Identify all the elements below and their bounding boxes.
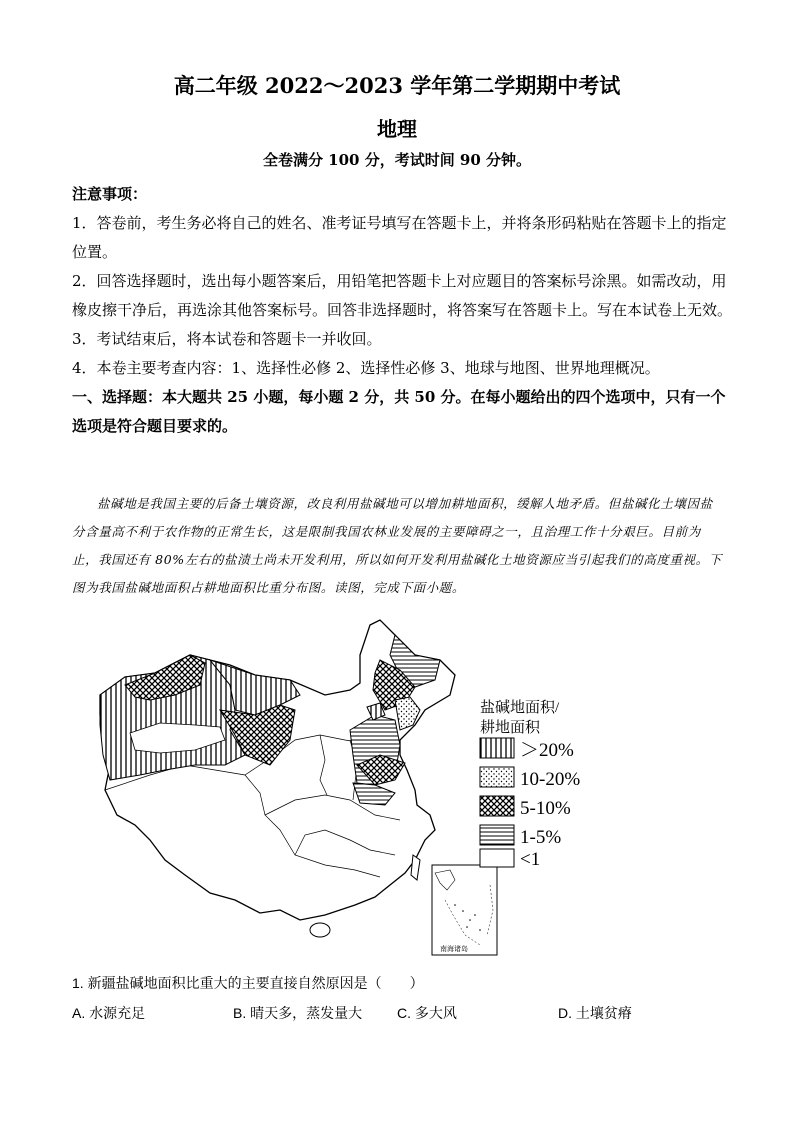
- exam-title: 高二年级 2022～2023 学年第二学期期中考试: [173, 73, 621, 98]
- question-1-stem: 1. 新疆盐碱地面积比重大的主要直接自然原因是（ ）: [72, 975, 424, 991]
- inset-label: 南海诸岛: [440, 945, 468, 953]
- legend-label-gt20: ＞20%: [520, 740, 574, 761]
- legend-swatch-10-20: [480, 767, 514, 787]
- legend-label-1-5: 1-5%: [520, 827, 562, 848]
- legend-swatch-1-5: [480, 825, 514, 845]
- subject-title: 地理: [377, 117, 417, 141]
- legend: [480, 698, 580, 870]
- legend-label-10-20: 10-20%: [520, 769, 581, 790]
- notice-item-4: 4．本卷主要考查内容：1、选择性必修 2、选择性必修 3、地球与地图、世界地理概况。: [72, 359, 660, 377]
- option-b[interactable]: B. 晴天多，蒸发量大: [233, 1005, 363, 1021]
- legend-swatch-gt20: [480, 738, 514, 758]
- option-d[interactable]: D. 土壤贫瘠: [558, 1005, 632, 1021]
- legend-swatch-5-10: [480, 796, 514, 816]
- notice-heading: 注意事项：: [72, 185, 148, 203]
- section-heading: 一、选择题：本大题共 25 小题，每小题 2 分，共 50 分。在每小题给出的四个选项中，只有一个选项是符合题目要求的。: [72, 388, 726, 435]
- notice-block: [72, 180, 732, 441]
- saline-land-map: [95, 615, 635, 960]
- hainan: [310, 923, 330, 937]
- option-a[interactable]: A. 水源充足: [72, 1005, 146, 1021]
- reading-passage: [72, 490, 722, 602]
- legend-title-1: 盐碱地面积/: [480, 700, 560, 716]
- legend-swatch-lt1: [480, 849, 514, 867]
- south-china-sea-inset: [432, 865, 497, 955]
- option-c[interactable]: C. 多大风: [397, 1005, 457, 1021]
- legend-label-5-10: 5-10%: [520, 798, 571, 819]
- legend-title-2: 耕地面积: [480, 720, 541, 736]
- passage-text: 盐碱地是我国主要的后备土壤资源，改良利用盐碱地可以增加耕地面积，缓解人地矛盾。但盐碱化土壤因盐分含量高不利于农作物的正常生长，这是限制我国农林业发展的主要障碍之一，且治理工作十分艰巨。目前为止，我国还有 80%左右的盐渍土尚未开发利用，所以如何开发利用盐碱化土地资源应当引起我们的高度重视。下图为我国盐碱地面积占耕地面积比重分布图。读图，完成下面小题。: [72, 496, 722, 595]
- score-info: 全卷满分 100 分，考试时间 90 分钟。: [262, 151, 532, 169]
- taiwan: [411, 855, 420, 880]
- legend-label-lt1: <1: [520, 849, 541, 870]
- notice-item-3: 3．考试结束后，将本试卷和答题卡一并收回。: [72, 330, 382, 348]
- notice-item-2: 2．回答选择题时，选出每小题答案后，用铅笔把答题卡上对应题目的答案标号涂黑。如需改动，用橡皮擦干净后，再选涂其他答案标号。回答非选择题时，将答案写在答题卡上。写在本试卷上无效。: [72, 272, 733, 319]
- notice-item-1: 1．答卷前，考生务必将自己的姓名、准考证号填写在答题卡上，并将条形码粘贴在答题卡上的指定位置。: [72, 214, 727, 261]
